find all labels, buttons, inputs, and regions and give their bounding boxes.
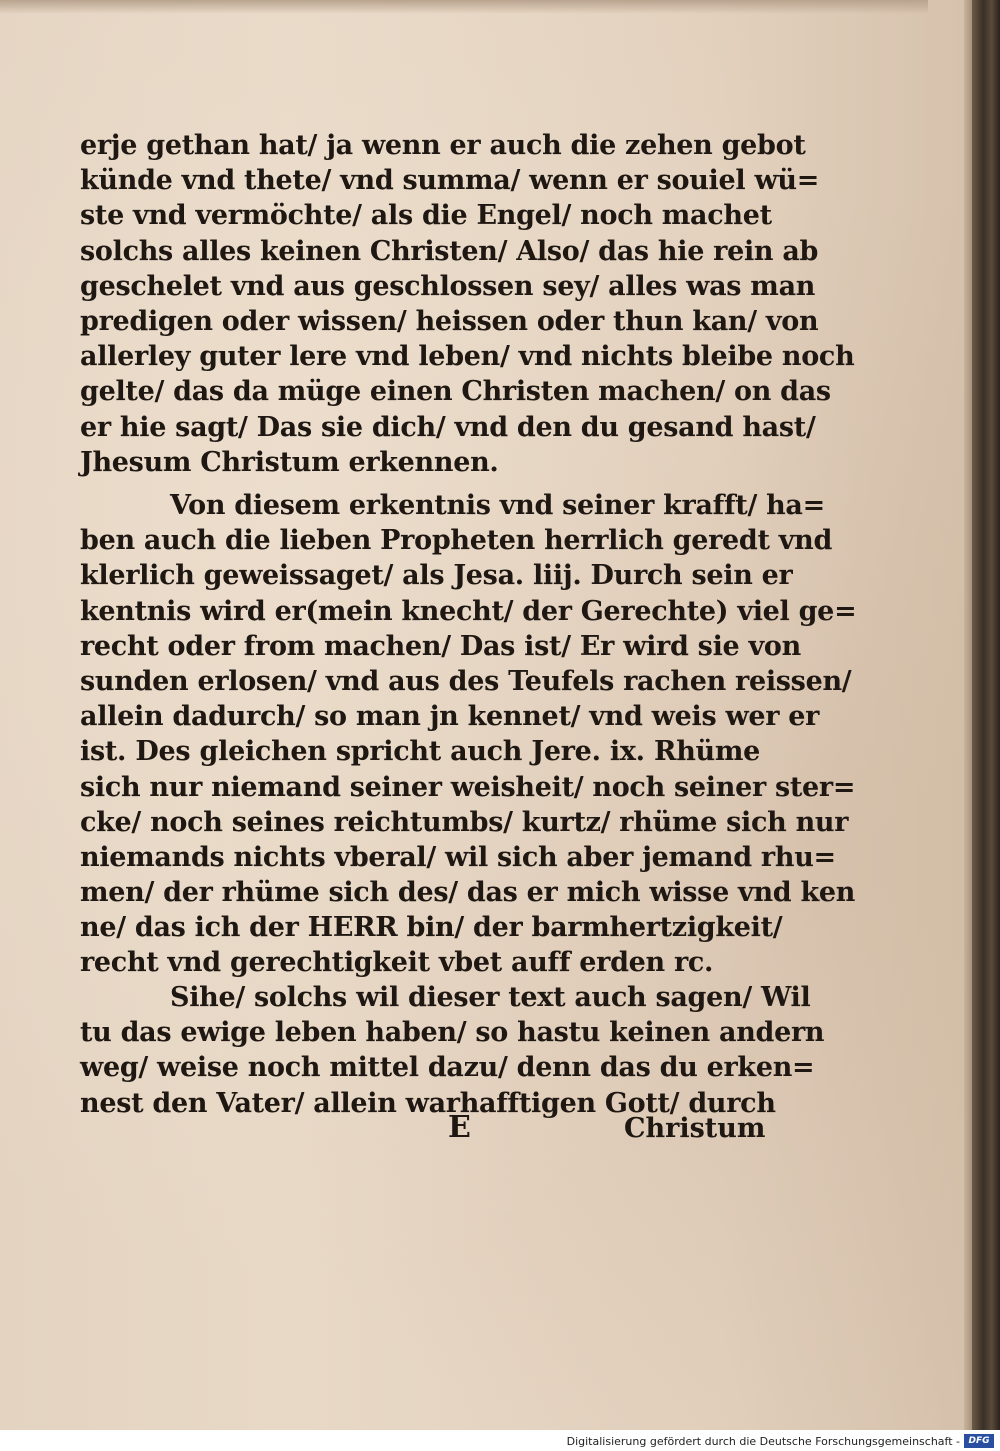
text-line: nest den Vater/ allein warhafftigen Gott/ durch <box>80 1087 776 1119</box>
text-line: er hie sagt/ Das sie dich/ vnd den du gesand hast/ <box>80 411 816 443</box>
book-spine-edge <box>972 0 1000 1430</box>
text-line: ben auch die lieben Propheten herrlich geredt vnd <box>80 525 833 557</box>
text-line: allein dadurch/ so man jn kennet/ vnd weis wer er <box>80 701 820 733</box>
text-line: men/ der rhüme sich des/ das er mich wisse vnd ken <box>80 877 856 909</box>
text-line: klerlich geweissaget/ als Jesa. liij. Durch sein er <box>80 560 793 592</box>
text-line: allerley guter lere vnd leben/ vnd nichts bleibe noch <box>80 341 855 373</box>
text-line: ist. Des gleichen spricht auch Jere. ix. Rhüme <box>80 736 760 768</box>
text-line: cke/ noch seines reichtumbs/ kurtz/ rhüme sich nur <box>80 806 849 838</box>
signature-mark: E <box>448 1110 471 1145</box>
top-shadow <box>0 0 928 14</box>
text-line: sich nur niemand seiner weisheit/ noch seiner ster= <box>80 771 856 803</box>
text-line: recht oder from machen/ Das ist/ Er wird sie von <box>80 630 801 662</box>
catchword: Christum <box>624 1113 766 1144</box>
text-line: Sihe/ solchs wil dieser text auch sagen/ Wil <box>170 982 811 1013</box>
text-line: recht vnd gerechtigkeit vbet auff erden rc. <box>80 947 714 979</box>
text-line: ne/ das ich der HERR bin/ der barmhertzigkeit/ <box>80 912 783 944</box>
text-line: Von diesem erkentnis vnd seiner krafft/ ha= <box>170 490 825 521</box>
dfg-logo-icon: DFG <box>964 1434 994 1448</box>
text-line: solchs alles keinen Christen/ Also/ das hie rein ab <box>80 235 819 267</box>
text-line: Jhesum Christum erkennen. <box>80 446 499 478</box>
paragraph-1 <box>80 128 855 480</box>
footer-bar <box>0 1430 1000 1451</box>
page-edge-shadow <box>964 0 972 1430</box>
text-line: ste vnd vermöchte/ als die Engel/ noch machet <box>80 200 772 232</box>
text-line: erje gethan hat/ ja wenn er auch die zehen gebot <box>80 130 806 161</box>
text-line: kentnis wird er(mein knecht/ der Gerechte) viel ge= <box>80 595 857 627</box>
footer-credit: Digitalisierung gefördert durch die Deutsche Forschungsgemeinschaft - <box>566 1435 960 1448</box>
paragraph-3 <box>80 980 825 1121</box>
paragraph-2 <box>80 488 857 981</box>
text-line: künde vnd thete/ vnd summa/ wenn er souiel wü= <box>80 165 820 197</box>
text-line: niemands nichts vberal/ wil sich aber jemand rhu= <box>80 841 836 873</box>
text-line: predigen oder wissen/ heissen oder thun kan/ von <box>80 305 819 337</box>
text-line: tu das ewige leben haben/ so hastu keinen andern <box>80 1017 825 1049</box>
text-line: geschelet vnd aus geschlossen sey/ alles was man <box>80 270 816 302</box>
text-line: gelte/ das da müge einen Christen machen/ on das <box>80 376 831 408</box>
text-line: weg/ weise noch mittel dazu/ denn das du erken= <box>80 1052 815 1084</box>
text-line: sunden erlosen/ vnd aus des Teufels rachen reissen/ <box>80 665 852 697</box>
